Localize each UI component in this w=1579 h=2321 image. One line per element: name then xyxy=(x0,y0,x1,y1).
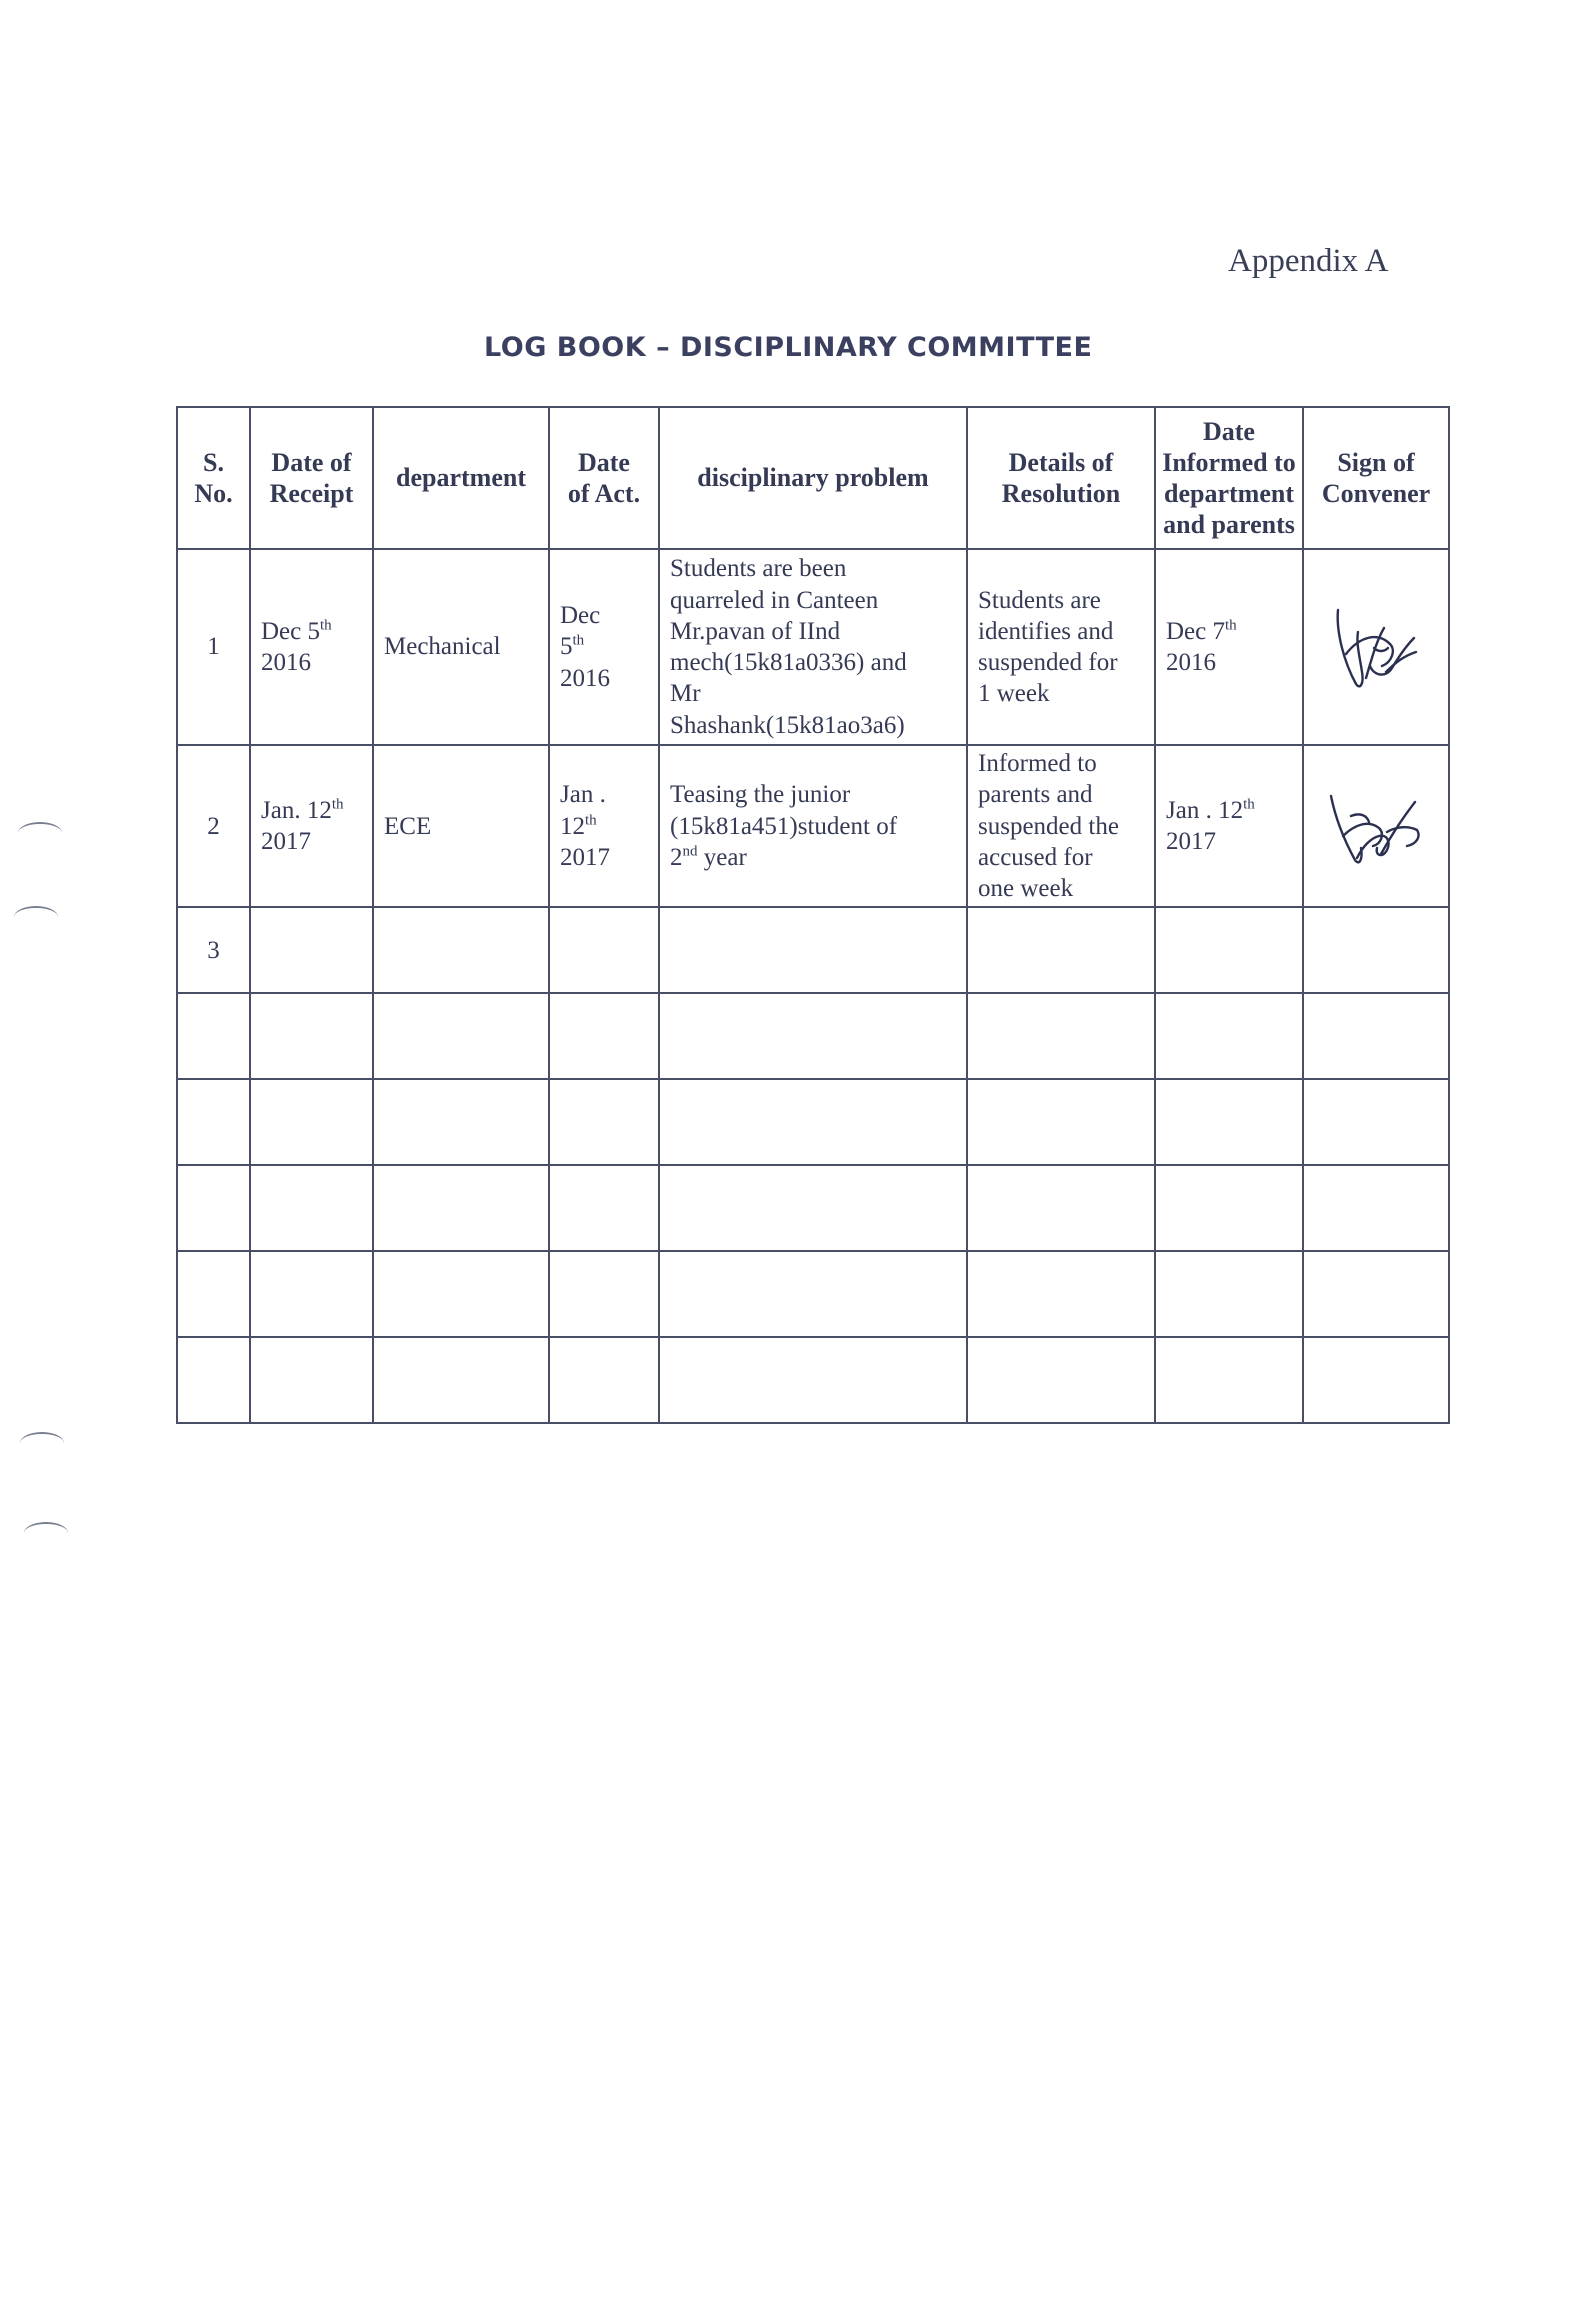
cell-date-informed: Jan . 12th 2017 xyxy=(1155,745,1303,907)
header-date-of-receipt: Date of Receipt xyxy=(250,407,373,549)
cell-date-of-receipt: Jan. 12th 2017 xyxy=(250,745,373,907)
cell-empty xyxy=(967,907,1155,993)
cell-details-of-resolution: Informed to parents and suspended the accused for one week xyxy=(967,745,1155,907)
cell-empty xyxy=(549,907,659,993)
cell-empty xyxy=(1155,1337,1303,1423)
cell-empty xyxy=(659,1079,967,1165)
cell-empty xyxy=(659,1337,967,1423)
cell-empty xyxy=(967,1337,1155,1423)
header-department: department xyxy=(373,407,549,549)
cell-date-of-receipt: Dec 5th 2016 xyxy=(250,549,373,745)
header-sign-of-convener: Sign of Convener xyxy=(1303,407,1449,549)
cell-empty xyxy=(549,1079,659,1165)
cell-date-of-act: Dec 5th 2016 xyxy=(549,549,659,745)
cell-disciplinary-problem: Teasing the junior (15k81a451)student of 2nd year xyxy=(659,745,967,907)
cell-sno xyxy=(177,1165,250,1251)
table-row xyxy=(177,907,1449,993)
binder-hole-mark xyxy=(20,1432,64,1454)
cell-empty xyxy=(250,907,373,993)
cell-empty xyxy=(1303,1251,1449,1337)
cell-empty xyxy=(250,1079,373,1165)
binder-hole-mark xyxy=(18,822,62,844)
cell-sno: 3 xyxy=(177,907,250,993)
cell-empty xyxy=(250,1337,373,1423)
cell-empty xyxy=(250,993,373,1079)
binder-hole-mark xyxy=(24,1522,68,1544)
cell-sign-of-convener xyxy=(1303,549,1449,745)
cell-empty xyxy=(659,907,967,993)
table-row xyxy=(177,745,1449,907)
cell-empty xyxy=(967,1251,1155,1337)
cell-empty xyxy=(373,1251,549,1337)
cell-empty xyxy=(373,1165,549,1251)
document-title: LOG BOOK – DISCIPLINARY COMMITTEE xyxy=(484,332,1093,363)
cell-empty xyxy=(1303,1079,1449,1165)
signature-image xyxy=(1326,592,1426,702)
table-row xyxy=(177,993,1449,1079)
cell-empty xyxy=(967,1165,1155,1251)
cell-empty xyxy=(373,907,549,993)
table-row xyxy=(177,1165,1449,1251)
table-header-row xyxy=(177,407,1449,549)
cell-empty xyxy=(549,1251,659,1337)
cell-empty xyxy=(659,1251,967,1337)
cell-date-of-act: Jan . 12th 2017 xyxy=(549,745,659,907)
cell-empty xyxy=(1303,993,1449,1079)
cell-empty xyxy=(1155,1165,1303,1251)
cell-department: ECE xyxy=(373,745,549,907)
cell-empty xyxy=(250,1251,373,1337)
cell-sno: 1 xyxy=(177,549,250,745)
header-date-informed: Date Informed to department and parents xyxy=(1155,407,1303,549)
cell-disciplinary-problem: Students are been quarreled in Canteen Mr.pavan of IInd mech(15k81a0336) and Mr Shashank(15k81ao3a6) xyxy=(659,549,967,745)
header-sno: S. No. xyxy=(177,407,250,549)
cell-empty xyxy=(250,1165,373,1251)
cell-empty xyxy=(1155,907,1303,993)
cell-empty xyxy=(1155,1079,1303,1165)
cell-sno xyxy=(177,1079,250,1165)
cell-sno xyxy=(177,1251,250,1337)
cell-empty xyxy=(1155,993,1303,1079)
cell-sno: 2 xyxy=(177,745,250,907)
cell-empty xyxy=(967,993,1155,1079)
table-row xyxy=(177,1337,1449,1423)
cell-sno xyxy=(177,1337,250,1423)
cell-empty xyxy=(659,993,967,1079)
cell-empty xyxy=(549,1165,659,1251)
cell-sign-of-convener xyxy=(1303,745,1449,907)
cell-department: Mechanical xyxy=(373,549,549,745)
cell-empty xyxy=(549,1337,659,1423)
table-row xyxy=(177,549,1449,745)
binder-hole-mark xyxy=(14,906,58,928)
cell-empty xyxy=(549,993,659,1079)
cell-date-informed: Dec 7th 2016 xyxy=(1155,549,1303,745)
cell-empty xyxy=(659,1165,967,1251)
appendix-label: Appendix A xyxy=(1228,243,1389,279)
cell-empty xyxy=(1155,1251,1303,1337)
cell-empty xyxy=(1303,1337,1449,1423)
cell-details-of-resolution: Students are identifies and suspended for 1 week xyxy=(967,549,1155,745)
cell-empty xyxy=(967,1079,1155,1165)
signature-image xyxy=(1321,776,1431,876)
header-date-of-act: Date of Act. xyxy=(549,407,659,549)
cell-empty xyxy=(1303,1165,1449,1251)
header-details-of-resolution: Details of Resolution xyxy=(967,407,1155,549)
table-row xyxy=(177,1079,1449,1165)
cell-empty xyxy=(373,1079,549,1165)
header-disciplinary-problem: disciplinary problem xyxy=(659,407,967,549)
log-book-table xyxy=(176,406,1450,1424)
cell-sno xyxy=(177,993,250,1079)
cell-empty xyxy=(1303,907,1449,993)
table-row xyxy=(177,1251,1449,1337)
cell-empty xyxy=(373,993,549,1079)
cell-empty xyxy=(373,1337,549,1423)
